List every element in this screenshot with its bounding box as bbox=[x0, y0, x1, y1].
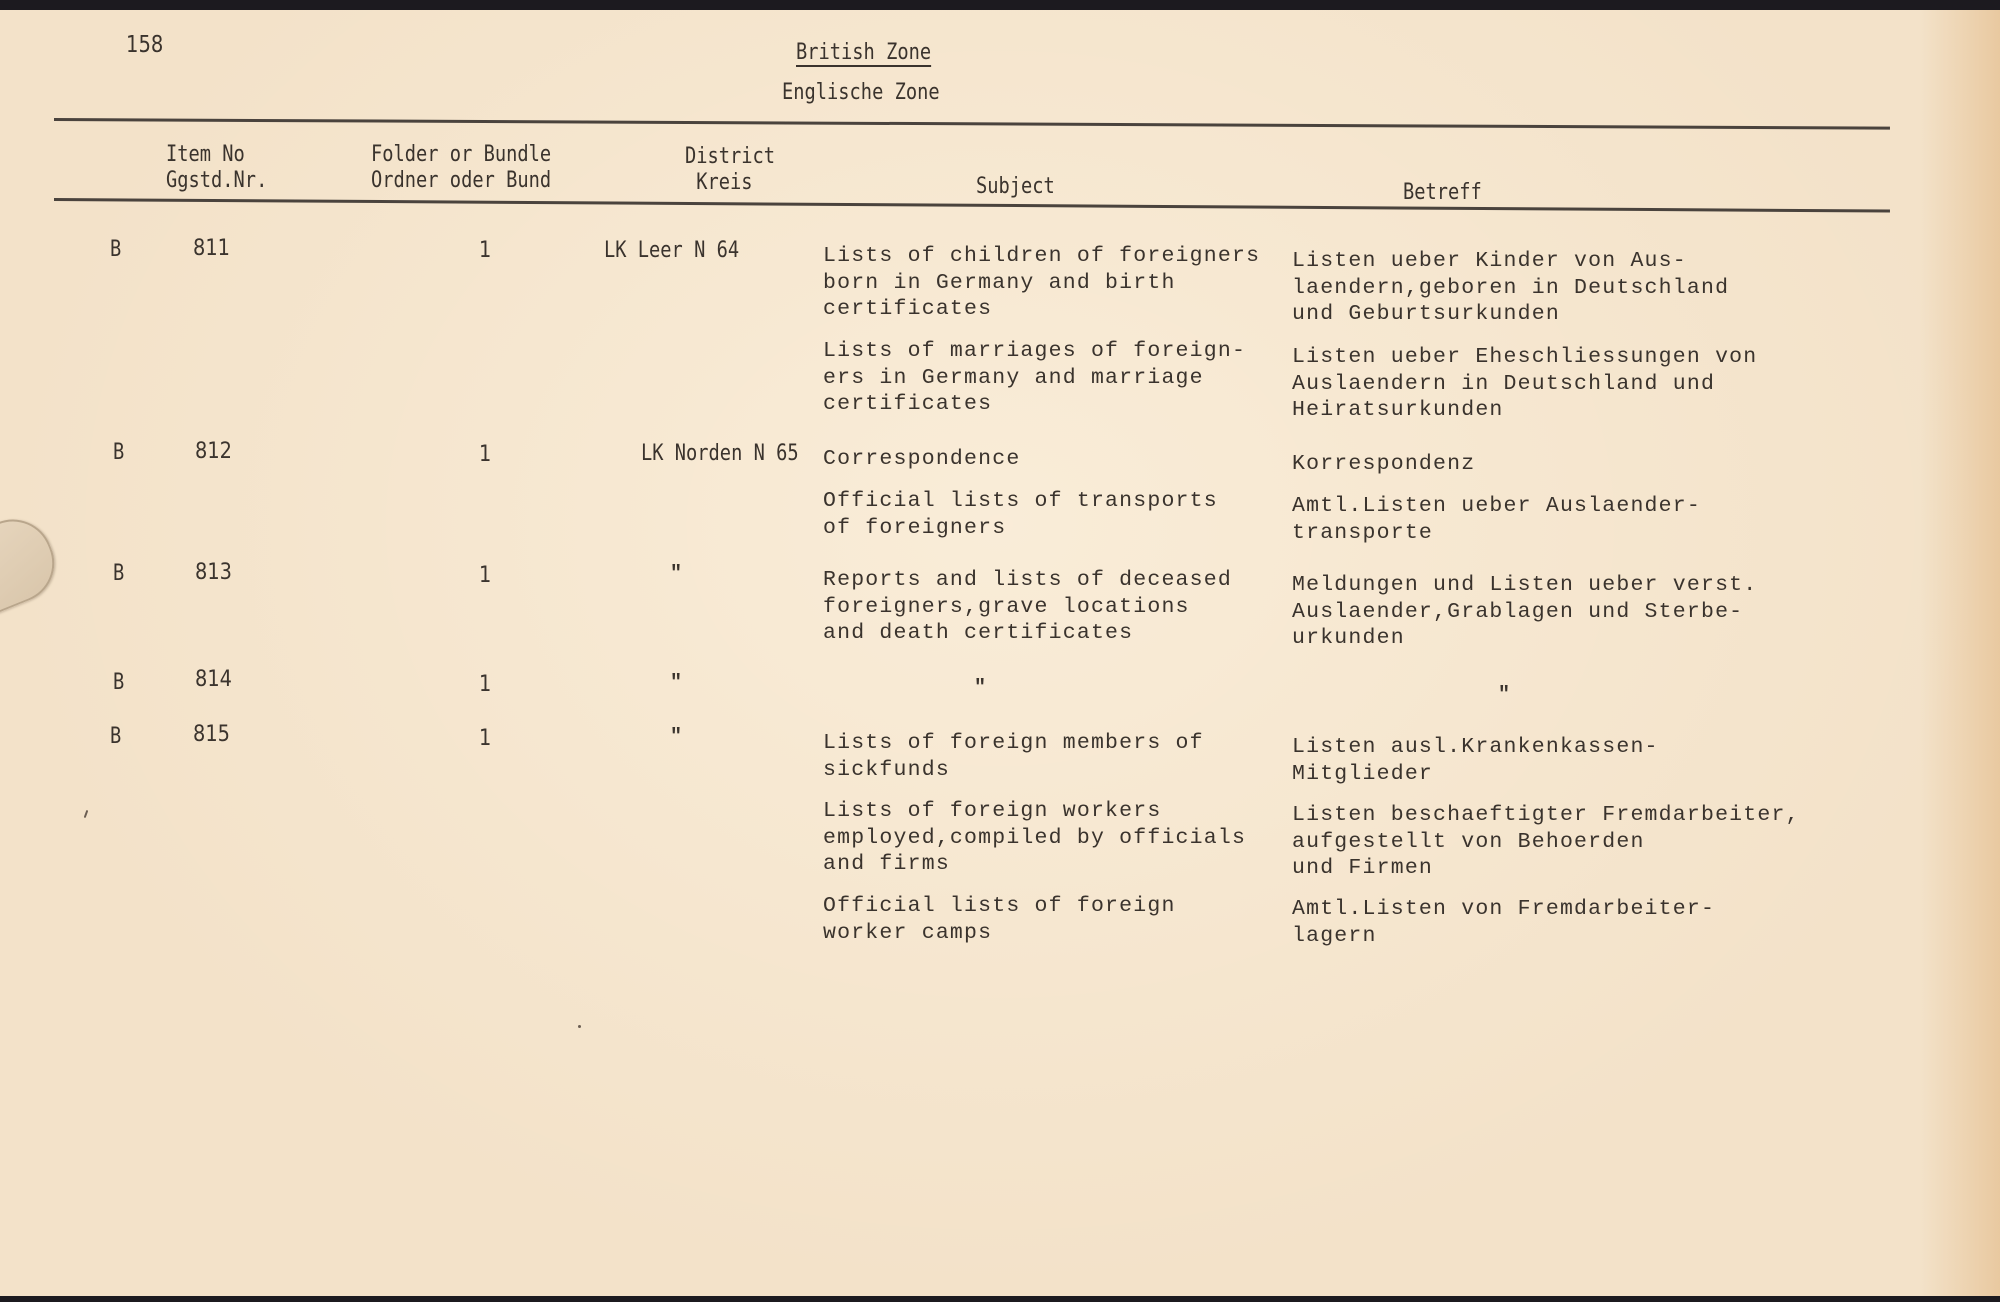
paper-mark bbox=[84, 810, 89, 818]
row-folder-count: 1 bbox=[479, 442, 492, 467]
row-district-ditto: " bbox=[670, 672, 683, 695]
row-subject: Lists of foreign members of sickfunds bbox=[823, 731, 1204, 782]
column-header-betreff: Betreff bbox=[1403, 180, 1482, 205]
row-item-number: 811 bbox=[193, 236, 230, 261]
row-subject: Lists of foreign workers employed,compiled by officials and firms bbox=[823, 799, 1247, 876]
row-item-number: 814 bbox=[195, 667, 232, 692]
row-betreff: Listen ausl.Krankenkassen- Mitglieder bbox=[1292, 735, 1659, 786]
row-subject: Lists of marriages of foreign- ers in Germany and marriage certificates bbox=[823, 339, 1247, 416]
row-item-number: 813 bbox=[195, 560, 232, 585]
row-district: LK Norden N 65 bbox=[641, 441, 799, 466]
row-prefix: B bbox=[113, 670, 125, 695]
row-prefix: B bbox=[113, 561, 125, 586]
document-page bbox=[0, 10, 2000, 1296]
row-betreff: Listen ueber Kinder von Aus- laendern,geboren in Deutschland und Geburtsurkunden bbox=[1292, 249, 1730, 326]
page-title: British Zone bbox=[796, 40, 932, 65]
row-subject: Official lists of transports of foreigners bbox=[823, 489, 1218, 540]
row-betreff: Listen beschaeftigter Fremdarbeiter, aufgestellt von Behoerden und Firmen bbox=[1292, 803, 1800, 880]
row-subject: Official lists of foreign worker camps bbox=[823, 894, 1176, 945]
column-header-subject: Subject bbox=[976, 174, 1055, 199]
row-prefix: B bbox=[110, 237, 122, 262]
row-subject: Correspondence bbox=[823, 447, 1021, 471]
row-folder-count: 1 bbox=[479, 672, 492, 697]
paper-clip bbox=[0, 507, 66, 620]
row-district: LK Leer N 64 bbox=[604, 238, 740, 263]
row-subject: Reports and lists of deceased foreigners,grave locations and death certificates bbox=[823, 568, 1232, 645]
row-prefix: B bbox=[113, 440, 125, 465]
row-district-ditto: " bbox=[670, 726, 683, 749]
page-subtitle: Englische Zone bbox=[782, 80, 940, 105]
row-betreff: Listen ueber Eheschliessungen von Auslaendern in Deutschland und Heiratsurkunden bbox=[1292, 345, 1758, 422]
row-betreff-ditto: " bbox=[1498, 684, 1511, 707]
row-folder-count: 1 bbox=[479, 726, 492, 751]
row-betreff: Meldungen und Listen ueber verst. Auslaender,Grablagen und Sterbe- urkunden bbox=[1292, 573, 1758, 650]
row-prefix: B bbox=[110, 724, 122, 749]
header-top-rule bbox=[54, 118, 1890, 130]
row-item-number: 812 bbox=[195, 439, 232, 464]
row-betreff: Amtl.Listen ueber Auslaender- transporte bbox=[1292, 494, 1701, 545]
paper-speck bbox=[578, 1025, 581, 1028]
row-district-ditto: " bbox=[670, 563, 683, 586]
row-folder-count: 1 bbox=[479, 563, 492, 588]
row-folder-count: 1 bbox=[479, 238, 492, 263]
row-subject: Lists of children of foreigners born in Germany and birth certificates bbox=[823, 244, 1261, 321]
row-betreff: Korrespondenz bbox=[1292, 452, 1476, 476]
header-bottom-rule bbox=[54, 198, 1890, 213]
column-header-folder: Folder or Bundle Ordner oder Bund bbox=[371, 142, 552, 193]
row-betreff: Amtl.Listen von Fremdarbeiter- lagern bbox=[1292, 897, 1716, 948]
row-subject-ditto: " bbox=[974, 677, 987, 700]
row-item-number: 815 bbox=[193, 722, 230, 747]
column-header-item-no: Item No Ggstd.Nr. bbox=[166, 142, 268, 193]
column-header-district: District Kreis bbox=[685, 144, 776, 195]
page-number: 158 bbox=[126, 32, 164, 58]
